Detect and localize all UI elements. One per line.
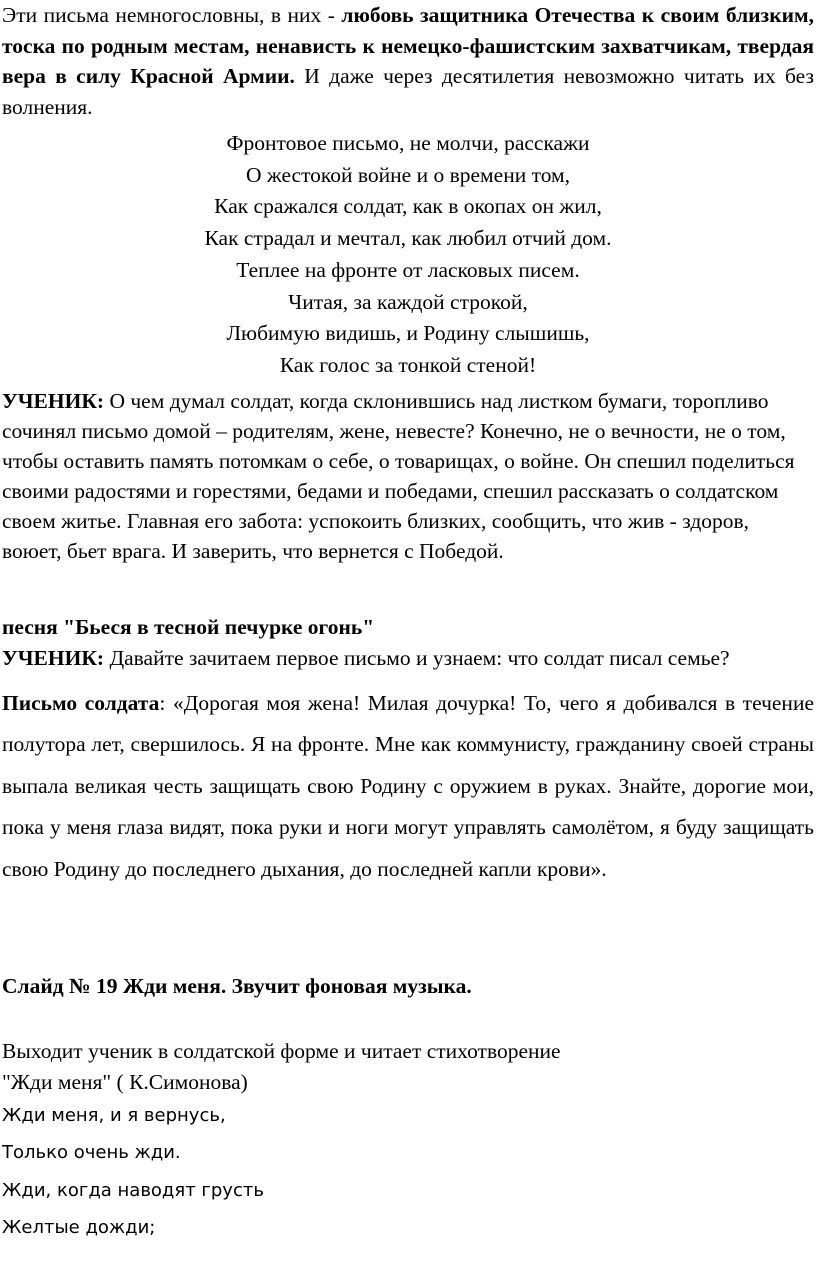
intro-bold: любовь защитника Отечества к своим близким, тоска по родным местам, ненависть к немецко-фашистским захватчикам, твердая вера в силу Красной Армии.: [2, 3, 814, 88]
intro-paragraph: [2, 0, 814, 122]
wait-poem-line: Только очень жди.: [2, 1142, 181, 1164]
poem-line: Любимую видишь, и Родину слышишь,: [226, 321, 590, 346]
soldier-letter: [2, 683, 814, 890]
wait-for-me-poem: [2, 1097, 814, 1247]
student-text: О чем думал солдат, когда склонившись над листком бумаги, торопливо сочинял письмо домой – родителям, жене, невесте? Конечно, не о вечности, не о том, чтобы оставить память потомкам о себе, о товарищах, о войне. Он спешил поделиться своими радостями и горестями, бедами и победами, спешил рассказать о солдатском своем житье. Главная его забота: успокоить близких, сообщить, что жив - здоров, воюет, бьет врага. И заверить, что вернется с Победой.: [2, 389, 795, 563]
song-line: [2, 612, 814, 642]
slide-heading: [2, 970, 814, 1002]
student-label: УЧЕНИК:: [2, 389, 105, 413]
exit-line: "Жди меня" ( К.Симонова): [2, 1070, 248, 1094]
front-letter-poem: [2, 128, 814, 382]
wait-poem-line: Жди меня, и я вернусь,: [2, 1105, 226, 1126]
intro-lead: Эти письма немногословны, в них -: [2, 3, 342, 27]
poem-line: Как сражался солдат, как в окопах он жил,: [214, 194, 602, 219]
poem-line: Фронтовое письмо, не молчи, расскажи: [226, 131, 590, 155]
student-label: УЧЕНИК:: [2, 646, 105, 670]
wait-poem-line: Желтые дожди;: [2, 1217, 156, 1239]
student-text: Давайте зачитаем первое письмо и узнаем: что солдат писал семье?: [104, 646, 730, 670]
poem-line: Теплее на фронте от ласковых писем.: [236, 257, 580, 282]
student-paragraph-2: [2, 643, 814, 673]
exit-line: Выходит ученик в солдатской форме и читает стихотворение: [2, 1039, 561, 1063]
slide-title: Слайд № 19 Жди меня. Звучит фоновая музыка.: [2, 974, 472, 998]
letter-text: : «Дорогая моя жена! Милая дочурка! То, чего я добивался в течение полутора лет, свершилось. Я на фронте. Мне как коммунисту, гражданину своей страны выпала великая честь защищать свою Родину с оружием в руках. Знайте, дорогие мои, пока у меня глаза видят, пока руки и ноги могут управлять самолётом, я буду защищать свою Родину до последнего дыхания, до последней капли крови».: [2, 691, 814, 881]
student-paragraph-1: [2, 386, 802, 566]
poem-line: О жестокой войне и о времени том,: [245, 162, 571, 187]
song-title: песня "Бьеся в тесной печурке огонь": [2, 615, 375, 639]
intro-tail: И даже через десятилетия невозможно читать их без волнения.: [2, 64, 814, 119]
letter-label: Письмо солдата: [2, 691, 160, 715]
poem-line: Как голос за тонкой стеной!: [279, 352, 537, 377]
poem-line: Как страдал и мечтал, как любил отчий дом.: [204, 226, 612, 251]
poem-line: Читая, за каждой строкой,: [288, 289, 528, 314]
exit-description: [2, 1036, 814, 1098]
wait-poem-line: Жди, когда наводят грусть: [2, 1179, 264, 1201]
